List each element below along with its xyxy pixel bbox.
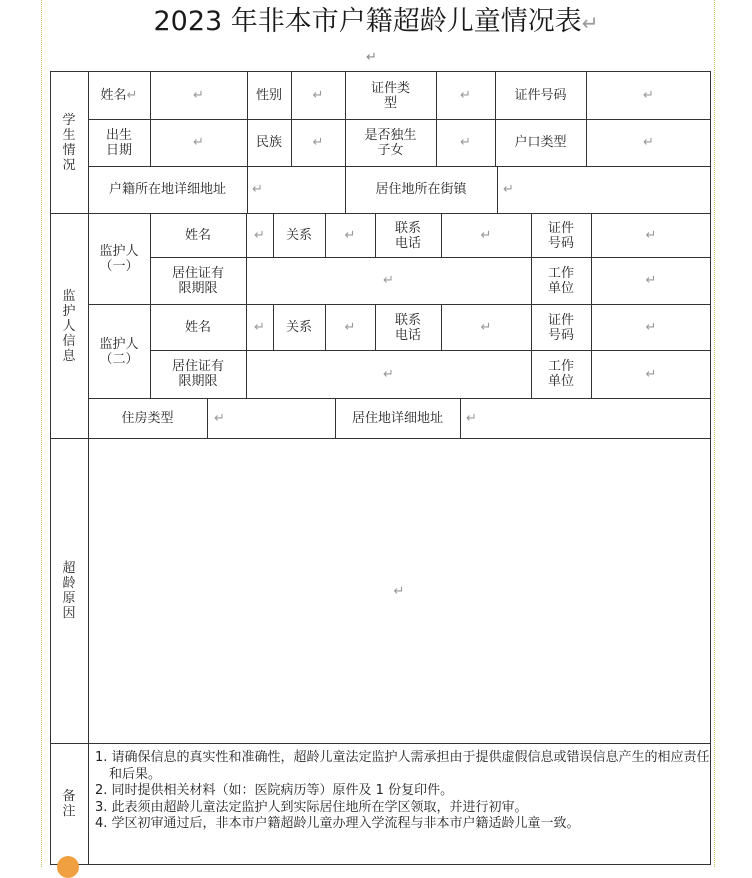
student-gender-label: 性别 <box>255 88 282 103</box>
guardian-2-phone-label: 联系电话 <box>394 312 421 343</box>
guardian-1-work-field[interactable]: ↵ <box>645 273 657 288</box>
reason-label: 超龄原因 <box>62 561 76 621</box>
guardian-2-id-label: 证件号码 <box>547 312 574 343</box>
guardian-1-phone-field[interactable]: ↵ <box>480 228 492 243</box>
student-hukou-address-label: 户籍所在地详细地址 <box>108 182 226 197</box>
student-id-number-field[interactable]: ↵ <box>643 88 654 103</box>
remark-item-3: 3. 此表须由超龄儿童法定监护人到实际居住地所在学区领取，并进行初审。 <box>95 799 528 815</box>
housing-type-field[interactable]: ↵ <box>214 410 225 426</box>
guardian-2-permit-field[interactable]: ↵ <box>383 366 394 382</box>
guardian-2-relation-field[interactable]: ↵ <box>344 320 356 335</box>
guardian-2-name-field[interactable]: ↵ <box>254 320 265 335</box>
student-name-label: 姓名 ↵ <box>100 88 138 103</box>
housing-type-label: 住房类型 <box>121 410 174 426</box>
student-id-type-label: 证件类型 <box>370 80 410 111</box>
student-section-header: 学生情况 <box>62 112 76 173</box>
reason-field[interactable]: ↵ <box>393 583 405 599</box>
guardian-1-label: 监护人（一） <box>99 244 139 274</box>
paragraph-mark: ↵ <box>366 50 377 65</box>
guardian-2-label: 监护人（二） <box>99 336 139 367</box>
remark-item-1: 1. 请确保信息的真实性和准确性，超龄儿童法定监护人需承担由于提供虚假信息或错误信息产生的相应责任和后果。 <box>95 750 710 782</box>
student-residence-street-label: 居住地所在街镇 <box>375 182 467 197</box>
guardian-1-permit-field[interactable]: ↵ <box>383 273 394 288</box>
guardian-1-work-label: 工作单位 <box>547 265 574 296</box>
student-birth-date-label: 出生日期 <box>105 127 132 158</box>
student-gender-field[interactable]: ↵ <box>312 88 324 103</box>
guardian-1-permit-label: 居住证有限期限 <box>171 265 224 296</box>
page-title: 2023 年非本市户籍超龄儿童情况表↵ <box>153 6 599 37</box>
student-ethnicity-label: 民族 <box>255 135 282 150</box>
student-id-number-label: 证件号码 <box>514 88 567 103</box>
student-residence-street-field[interactable]: ↵ <box>503 182 514 197</box>
student-hukou-type-field[interactable]: ↵ <box>643 135 654 150</box>
guardian-1-id-label: 证件号码 <box>547 220 574 251</box>
guardian-1-name-label: 姓名 <box>184 228 211 243</box>
guardian-2-name-label: 姓名 <box>184 320 211 335</box>
guardian-section-header: 监护人信息 <box>62 288 76 364</box>
guardian-1-id-field[interactable]: ↵ <box>645 228 657 243</box>
guardian-1-relation-field[interactable]: ↵ <box>344 228 356 243</box>
student-hukou-address-field[interactable]: ↵ <box>252 182 263 197</box>
remarks-list <box>95 750 713 833</box>
guardian-2-work-field[interactable]: ↵ <box>645 366 657 382</box>
student-only-child-label: 是否独生子女 <box>364 127 417 158</box>
remark-item-2: 2. 同时提供相关材料（如：医院病历等）原件及 1 份复印件。 <box>95 783 454 798</box>
residence-address-label: 居住地详细地址 <box>351 410 443 426</box>
student-name-field[interactable]: ↵ <box>193 88 204 103</box>
app-logo <box>57 856 79 878</box>
guardian-2-permit-label: 居住证有限期限 <box>171 359 224 389</box>
student-birth-date-field[interactable]: ↵ <box>193 135 204 150</box>
guardian-2-work-label: 工作单位 <box>547 359 574 389</box>
remarks-label: 备注 <box>62 789 76 819</box>
residence-address-field[interactable]: ↵ <box>466 410 477 426</box>
guardian-2-relation-label: 关系 <box>285 320 312 335</box>
guardian-1-relation-label: 关系 <box>285 228 312 243</box>
student-ethnicity-field[interactable]: ↵ <box>312 135 324 150</box>
student-id-type-field[interactable]: ↵ <box>460 88 471 103</box>
guardian-1-phone-label: 联系电话 <box>394 220 421 251</box>
remark-item-4: 4. 学区初审通过后，非本市户籍超龄儿童办理入学流程与非本市户籍适龄儿童一致。 <box>95 816 580 831</box>
student-only-child-field[interactable]: ↵ <box>460 135 471 150</box>
guardian-1-name-field[interactable]: ↵ <box>254 228 265 243</box>
guardian-2-phone-field[interactable]: ↵ <box>480 320 492 335</box>
guardian-2-id-field[interactable]: ↵ <box>645 320 657 335</box>
student-hukou-type-label: 户口类型 <box>514 135 567 150</box>
